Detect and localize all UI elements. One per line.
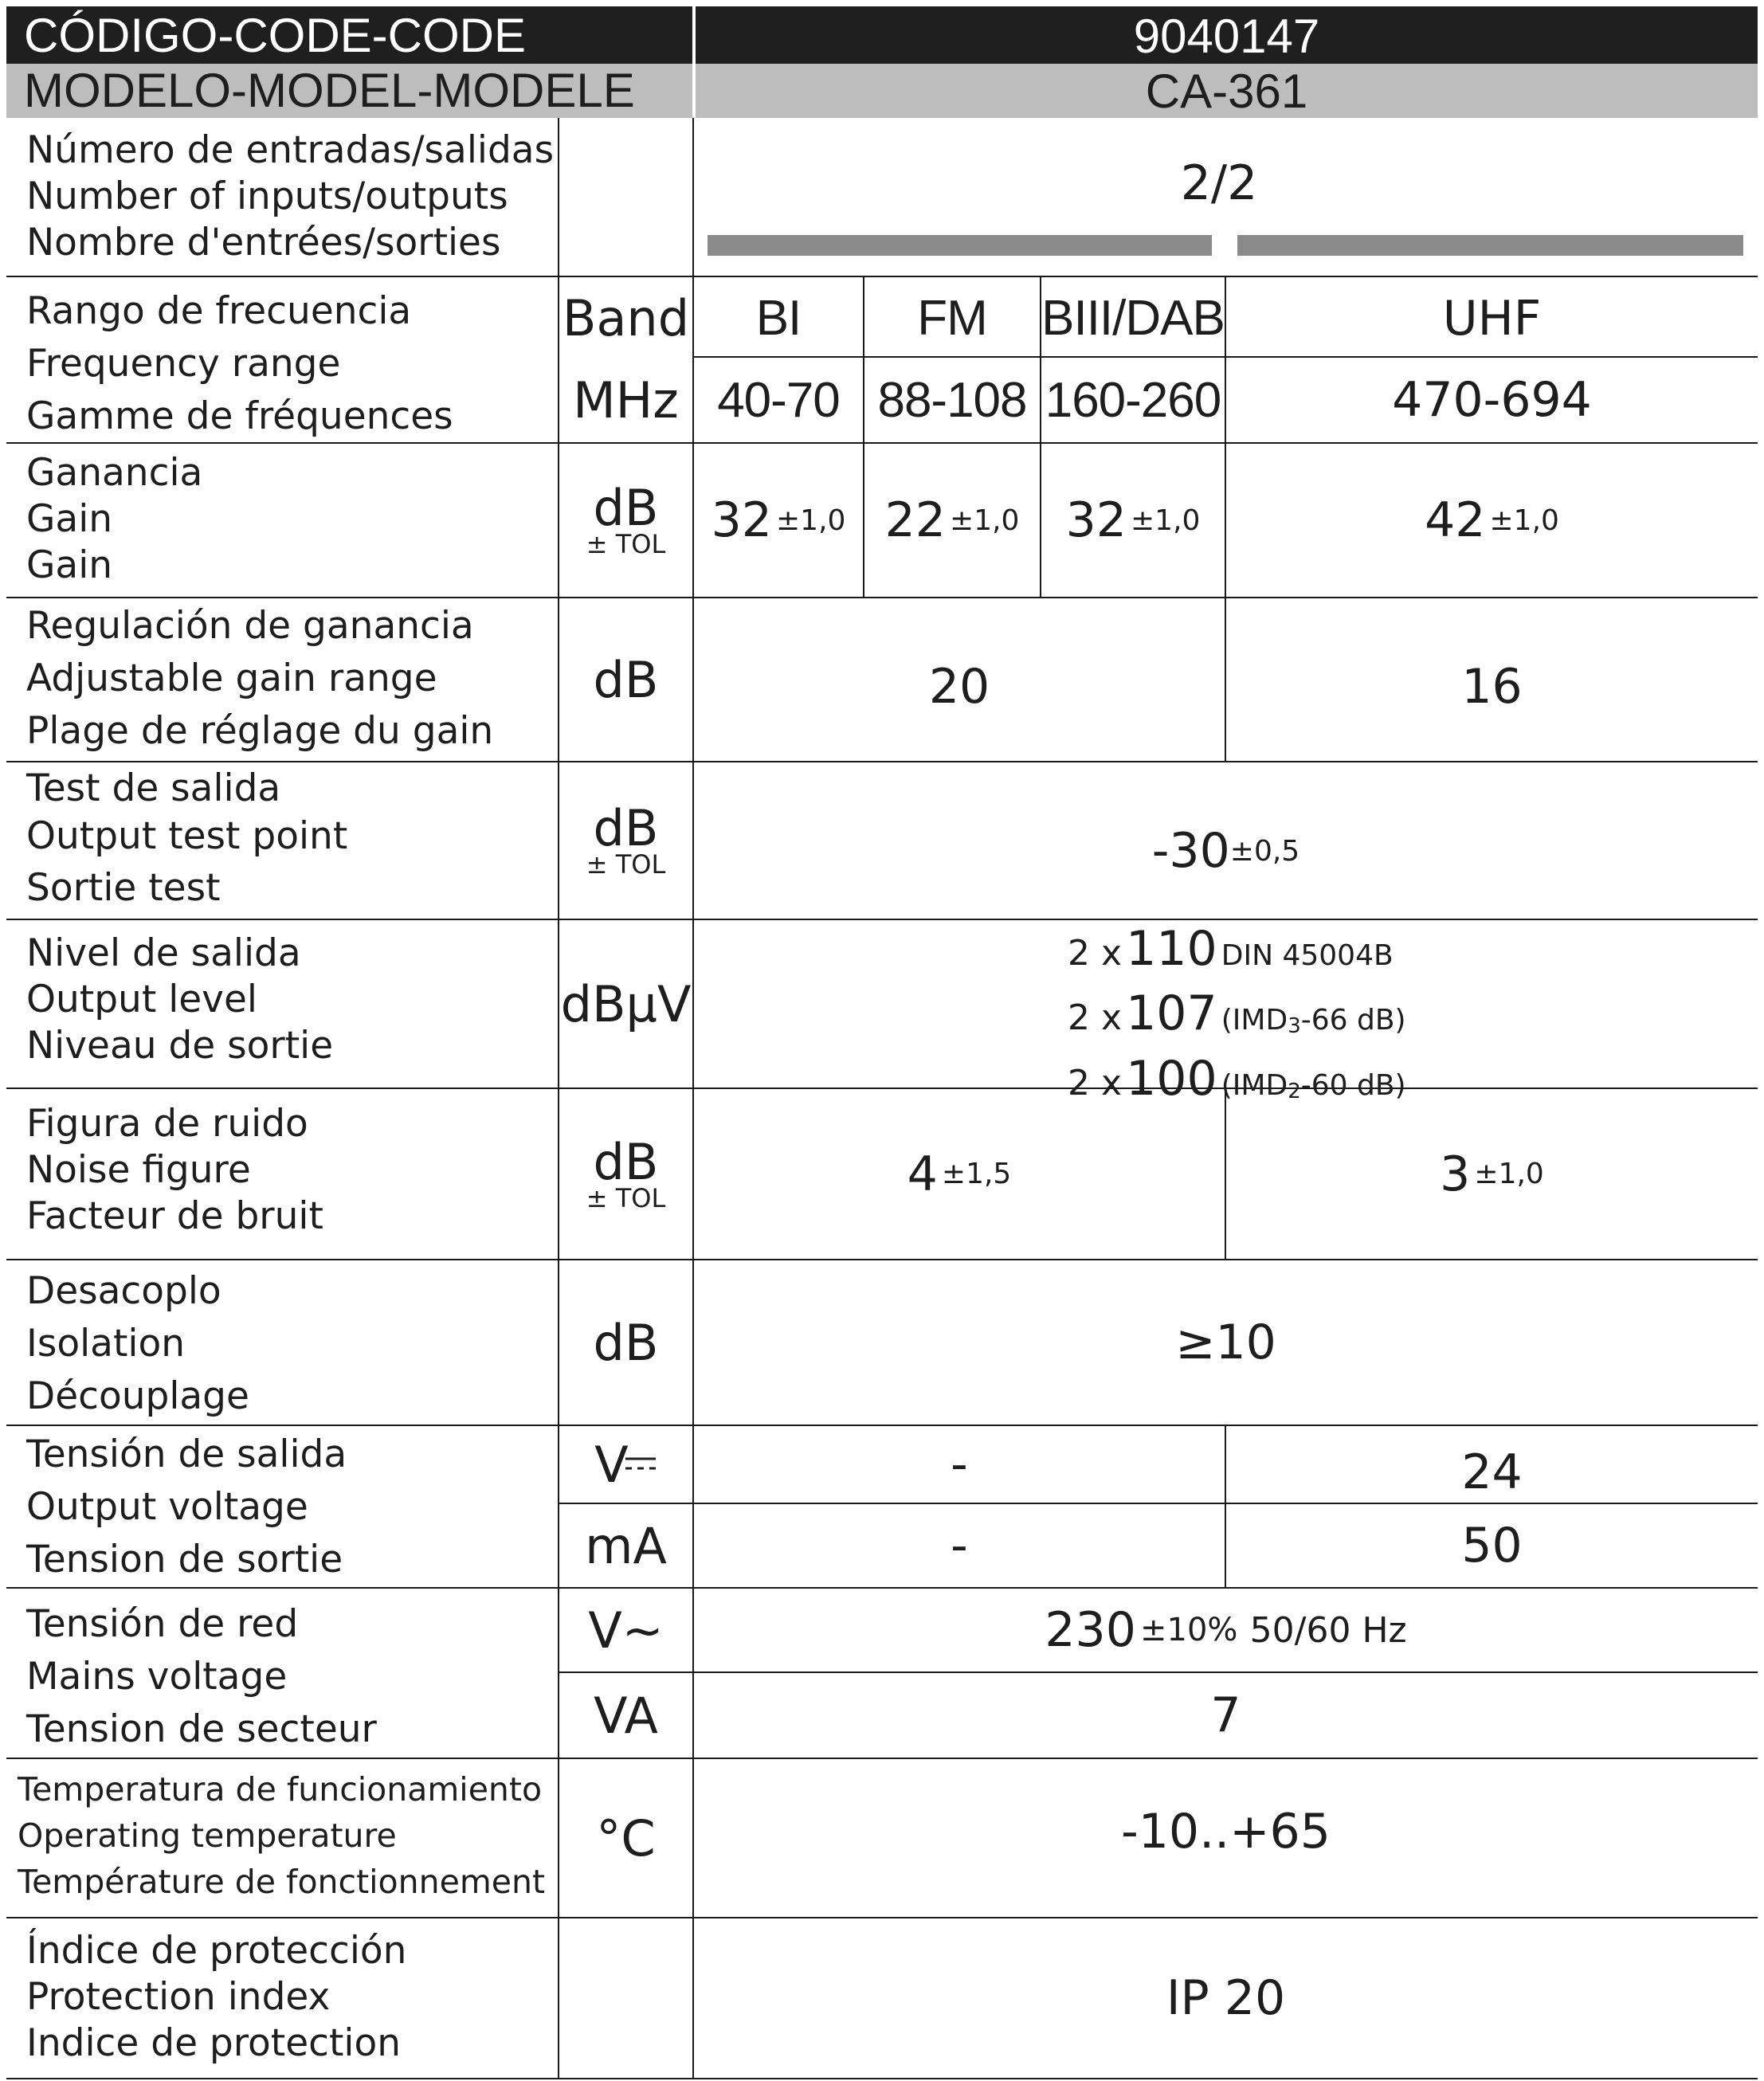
io-label-es: Número de entradas/salidas	[26, 128, 555, 172]
noise-unit-db: dB	[593, 1132, 659, 1191]
test-label-fr: Sortie test	[26, 866, 221, 910]
gain-label-fr: Gain	[26, 543, 113, 587]
temp-label-es: Temperatura de funcionamiento	[18, 1770, 543, 1809]
mains-freq: 50/60 Hz	[1249, 1609, 1407, 1651]
iso-label-es: Desacoplo	[26, 1269, 221, 1313]
reg-unit: dB	[593, 650, 659, 709]
gain-label-es: Ganancia	[26, 451, 203, 495]
level-label-es: Nivel de salida	[26, 931, 301, 975]
noise-uhf	[1226, 1089, 1758, 1259]
noise-label-es: Figura de ruido	[26, 1102, 308, 1146]
gain-uhf	[1226, 444, 1758, 597]
noise-vhf	[694, 1089, 1225, 1259]
noise-label	[26, 1101, 323, 1240]
io-bar-right	[1237, 235, 1743, 256]
grid-line	[6, 2078, 1758, 2079]
test-value-tol: ±0,5	[1229, 834, 1300, 868]
level-1-value: 110	[1126, 921, 1217, 977]
level-label-en: Output level	[26, 978, 257, 1021]
reg-label-fr: Plage de réglage du gain	[26, 709, 494, 753]
mains-value	[694, 1589, 1758, 1671]
outv-unit-v-letter: V	[594, 1435, 629, 1494]
gain-biii-tol: ±1,0	[1131, 504, 1201, 537]
prot-label	[26, 1928, 406, 2067]
level-2-note2: -66 dB)	[1300, 1004, 1406, 1037]
gain-bi	[694, 444, 863, 597]
freq-label-en: Frequency range	[26, 342, 341, 386]
gain-unit	[559, 444, 692, 597]
test-unit	[559, 762, 692, 919]
level-label	[26, 931, 333, 1069]
outv-vhf-v: -	[951, 1436, 968, 1492]
level-3-value: 100	[1126, 1051, 1217, 1107]
outv-uhf-ma: 50	[1461, 1518, 1523, 1573]
gain-bi-tol: ±1,0	[776, 504, 846, 537]
level-line-1	[1068, 923, 1406, 987]
temp-label-en: Operating temperature	[18, 1816, 397, 1855]
test-value	[694, 773, 1758, 929]
test-value-main: -30	[1151, 823, 1230, 879]
temp-label	[18, 1766, 545, 1905]
gain-label-en: Gain	[26, 497, 113, 541]
gain-unit-db: dB	[593, 479, 659, 537]
level-line-2	[1068, 987, 1406, 1052]
gain-uhf-value: 42	[1425, 492, 1486, 548]
gain-uhf-tol: ±1,0	[1489, 504, 1559, 537]
noise-label-en: Noise figure	[26, 1148, 251, 1192]
band-unit: Band	[562, 289, 690, 347]
level-2-note: (IMD	[1221, 1004, 1288, 1037]
iso-label	[26, 1265, 249, 1423]
noise-unit-tol: ± TOL	[586, 1182, 666, 1213]
mains-value-main: 230	[1045, 1602, 1136, 1658]
code-value: 9040147	[1133, 9, 1320, 63]
iso-unit: dB	[593, 1313, 659, 1372]
mains-label	[26, 1598, 377, 1756]
mains-unit-v: V~	[588, 1601, 664, 1660]
mains-label-es: Tensión de red	[26, 1602, 299, 1646]
noise-unit	[559, 1089, 692, 1259]
level-1-note: DIN 45004B	[1221, 939, 1394, 972]
mains-label-en: Mains voltage	[26, 1655, 288, 1699]
outv-unit-v	[559, 1426, 692, 1503]
level-2-value: 107	[1126, 986, 1217, 1041]
gain-biii	[1041, 444, 1225, 597]
mains-value-tol: ±10%	[1139, 1612, 1238, 1648]
outv-uhf-v: 24	[1461, 1444, 1523, 1500]
gain-fm	[864, 444, 1040, 597]
band-uhf: UHF	[1442, 290, 1542, 347]
prot-value: IP 20	[1166, 1970, 1286, 2026]
reg-label-en: Adjustable gain range	[26, 656, 437, 700]
gain-fm-value: 22	[884, 492, 946, 548]
band-fm: FM	[917, 291, 987, 346]
io-label-en: Number of inputs/outputs	[26, 174, 508, 218]
outv-label-es: Tensión de salida	[26, 1432, 347, 1476]
reg-uhf-value: 16	[1461, 659, 1523, 715]
iso-label-fr: Découplage	[26, 1374, 249, 1418]
test-unit-tol: ± TOL	[586, 849, 666, 880]
io-value: 2/2	[1180, 155, 1258, 211]
level-3-note: (IMD	[1221, 1069, 1288, 1103]
level-1-prefix: 2 x	[1068, 933, 1123, 974]
band-biii-dab: BIII/DAB	[1041, 291, 1225, 346]
level-2-prefix: 2 x	[1068, 997, 1123, 1038]
outv-label-fr: Tension de sortie	[26, 1538, 343, 1581]
reg-label-es: Regulación de ganancia	[26, 604, 474, 648]
noise-vhf-value: 4	[907, 1146, 938, 1202]
mains-va: 7	[1210, 1687, 1241, 1743]
range-uhf: 470-694	[1392, 372, 1592, 428]
noise-uhf-value: 3	[1440, 1146, 1471, 1202]
grid-line	[6, 276, 1758, 277]
test-unit-db: dB	[593, 799, 659, 857]
band-bi: BI	[755, 291, 802, 346]
level-label-fr: Niveau de sortie	[26, 1024, 334, 1068]
reg-vhf-value: 20	[928, 659, 990, 715]
level-3-prefix: 2 x	[1068, 1063, 1123, 1104]
iso-value: ≥10	[1175, 1315, 1276, 1370]
code-label: CÓDIGO-CODE-CODE	[24, 9, 526, 62]
outv-vhf-ma: -	[951, 1518, 968, 1573]
freq-label	[26, 285, 453, 443]
range-biii-dab: 160-260	[1045, 372, 1221, 428]
grid-line	[6, 597, 1758, 598]
dc-symbol-icon	[624, 1452, 657, 1476]
noise-vhf-tol: ±1,5	[941, 1158, 1012, 1190]
outv-label-en: Output voltage	[26, 1485, 308, 1529]
level-3-note2: -60 dB)	[1300, 1069, 1406, 1103]
prot-label-en: Protection index	[26, 1975, 331, 2019]
gain-unit-tol: ± TOL	[586, 529, 666, 559]
noise-uhf-tol: ±1,0	[1474, 1158, 1544, 1190]
mains-unit-va: VA	[594, 1686, 658, 1745]
gain-bi-value: 32	[711, 492, 772, 548]
gain-biii-value: 32	[1065, 492, 1127, 548]
mains-label-fr: Tension de secteur	[26, 1707, 377, 1751]
prot-label-es: Índice de protección	[26, 1929, 407, 1973]
test-label-en: Output test point	[26, 814, 348, 858]
temp-label-fr: Température de fonctionnement	[18, 1863, 546, 1901]
temp-value: -10..+65	[1121, 1804, 1331, 1860]
level-3-sub: 2	[1288, 1080, 1301, 1104]
io-label	[26, 127, 554, 266]
io-label-fr: Nombre d'entrées/sorties	[26, 221, 501, 265]
model-value: CA-361	[1145, 64, 1308, 118]
outv-label	[26, 1428, 347, 1586]
level-2-sub: 3	[1288, 1014, 1301, 1039]
model-label: MODELO-MODEL-MODELE	[24, 64, 635, 117]
outv-unit-ma: mA	[585, 1516, 667, 1575]
temp-unit: °C	[596, 1809, 656, 1867]
range-bi: 40-70	[717, 372, 840, 428]
iso-label-en: Isolation	[26, 1322, 185, 1366]
range-fm: 88-108	[877, 372, 1027, 428]
level-unit: dBμV	[560, 974, 692, 1033]
reg-label	[26, 600, 493, 758]
freq-label-fr: Gamme de fréquences	[26, 394, 453, 438]
test-label-es: Test de salida	[26, 766, 281, 810]
gain-fm-tol: ±1,0	[950, 504, 1020, 537]
freq-label-es: Rango de frecuencia	[26, 289, 412, 333]
prot-label-fr: Indice de protection	[26, 2021, 402, 2065]
test-label	[26, 765, 347, 916]
io-bar-left	[708, 235, 1212, 256]
noise-label-fr: Facteur de bruit	[26, 1194, 323, 1238]
mhz-unit: MHz	[573, 370, 679, 429]
gain-label	[26, 450, 202, 589]
